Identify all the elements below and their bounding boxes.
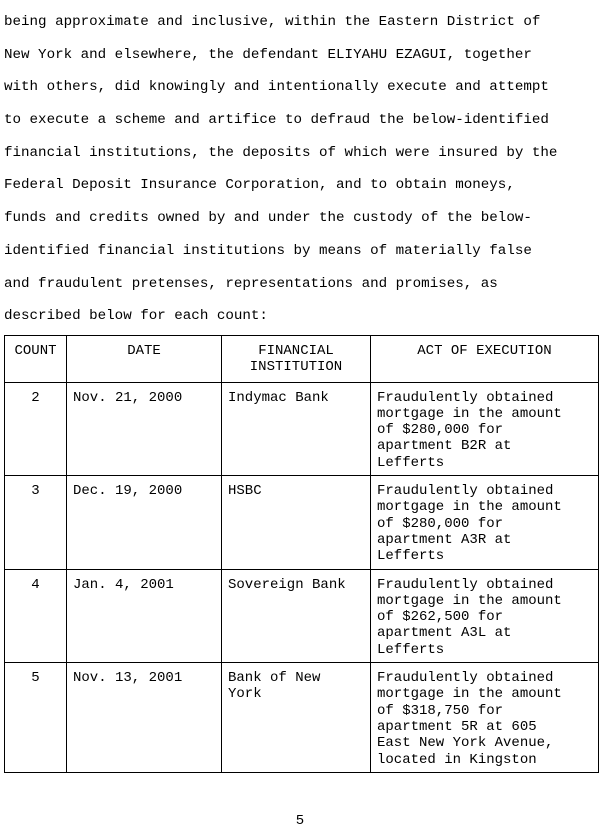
paragraph-line: to execute a scheme and artifice to defraud the below-identified bbox=[4, 112, 549, 129]
body-paragraph bbox=[4, 6, 600, 333]
header-act-of-execution: ACT OF EXECUTION bbox=[371, 336, 599, 383]
page-number: 5 bbox=[295, 813, 305, 829]
act-line: of $318,750 for bbox=[377, 702, 504, 719]
act-line: mortgage in the amount bbox=[377, 592, 562, 609]
act-line: Lefferts bbox=[377, 454, 445, 471]
header-count: COUNT bbox=[5, 336, 67, 383]
table-row bbox=[5, 569, 599, 662]
cell-count: 3 bbox=[5, 476, 67, 569]
cell-date: Jan. 4, 2001 bbox=[67, 569, 222, 662]
act-line: Fraudulently obtained bbox=[377, 576, 554, 593]
cell-date: Dec. 19, 2000 bbox=[67, 476, 222, 569]
paragraph-line: being approximate and inclusive, within the Eastern District of bbox=[4, 14, 541, 30]
table-row bbox=[5, 476, 599, 569]
table-header-row bbox=[5, 336, 599, 383]
cell-act bbox=[371, 569, 599, 662]
act-line: mortgage in the amount bbox=[377, 499, 562, 516]
act-line: Lefferts bbox=[377, 641, 445, 658]
cell-act bbox=[371, 476, 599, 569]
act-line: apartment A3L at bbox=[377, 625, 512, 642]
cell-count: 4 bbox=[5, 569, 67, 662]
act-line: of $262,500 for bbox=[377, 609, 504, 626]
cell-institution bbox=[222, 569, 371, 662]
paragraph-line: Federal Deposit Insurance Corporation, and to obtain moneys, bbox=[4, 177, 515, 194]
institution-line: Sovereign Bank bbox=[228, 576, 346, 593]
counts-table bbox=[4, 335, 599, 773]
table-row bbox=[5, 663, 599, 773]
cell-count: 2 bbox=[5, 382, 67, 475]
act-line: mortgage in the amount bbox=[377, 405, 562, 422]
act-line: located in Kingston bbox=[377, 751, 537, 768]
cell-date: Nov. 21, 2000 bbox=[67, 382, 222, 475]
act-line: Fraudulently obtained bbox=[377, 389, 554, 406]
act-line: apartment A3R at bbox=[377, 531, 512, 548]
institution-line: HSBC bbox=[228, 483, 262, 500]
paragraph-line: described below for each count: bbox=[4, 308, 268, 325]
header-financial-institution bbox=[222, 336, 371, 383]
cell-institution bbox=[222, 663, 371, 773]
institution-line: York bbox=[228, 686, 262, 703]
cell-act bbox=[371, 663, 599, 773]
act-line: of $280,000 for bbox=[377, 422, 504, 439]
paragraph-line: with others, did knowingly and intentionally execute and attempt bbox=[4, 79, 549, 96]
header-institution-line: FINANCIAL bbox=[258, 343, 334, 359]
cell-act bbox=[371, 382, 599, 475]
cell-date: Nov. 13, 2001 bbox=[67, 663, 222, 773]
paragraph-line: financial institutions, the deposits of which were insured by the bbox=[4, 144, 558, 161]
paragraph-line: identified financial institutions by means of materially false bbox=[4, 242, 532, 259]
table-row bbox=[5, 382, 599, 475]
paragraph-line: and fraudulent pretenses, representations and promises, as bbox=[4, 275, 498, 292]
act-line: apartment B2R at bbox=[377, 438, 512, 455]
paragraph-line: New York and elsewhere, the defendant ELIYAHU EZAGUI, together bbox=[4, 46, 532, 63]
paragraph-line: funds and credits owned by and under the custody of the below- bbox=[4, 210, 532, 227]
institution-line: Indymac Bank bbox=[228, 389, 329, 406]
act-line: apartment 5R at 605 bbox=[377, 718, 537, 735]
act-line: Fraudulently obtained bbox=[377, 483, 554, 500]
cell-count: 5 bbox=[5, 663, 67, 773]
act-line: Fraudulently obtained bbox=[377, 670, 554, 687]
header-institution-line: INSTITUTION bbox=[249, 359, 343, 376]
act-line: mortgage in the amount bbox=[377, 686, 562, 703]
act-line: East New York Avenue, bbox=[377, 735, 554, 752]
institution-line: Bank of New bbox=[228, 670, 321, 687]
act-line: of $280,000 for bbox=[377, 515, 504, 532]
header-date: DATE bbox=[67, 336, 222, 383]
cell-institution bbox=[222, 382, 371, 475]
cell-institution bbox=[222, 476, 371, 569]
act-line: Lefferts bbox=[377, 548, 445, 565]
